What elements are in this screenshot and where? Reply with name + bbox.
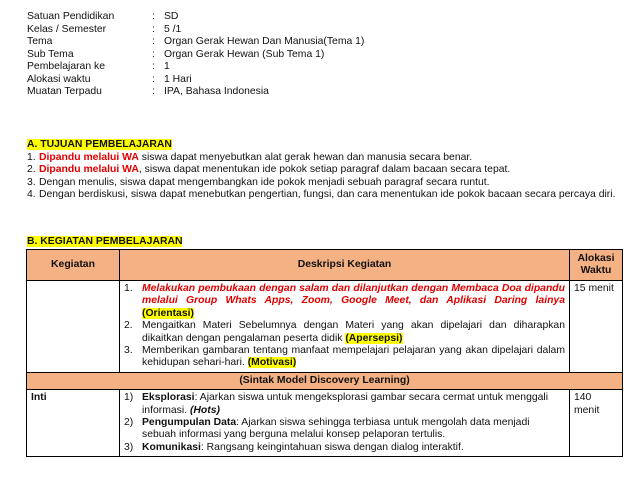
item-body: : Ajarkan siswa untuk mengeksplorasi gambar secara cermat untuk menggali informasi. — [142, 392, 549, 416]
item-body: : Ajarkan siswa sehingga terbiasa untuk mengolah data menjadi sebuah informasi yang berguna melalui konsep pelaporan tertulis. — [142, 417, 530, 441]
item-body: Dengan menulis, siswa dapat mengembangkan ide pokok menjadi sebuah paragraf secara runtut. — [39, 176, 490, 188]
list-item — [27, 189, 617, 201]
item-number: 1) — [124, 392, 134, 404]
red-emphasis: Dipandu melalui WA — [39, 152, 139, 163]
kegiatan-table — [26, 249, 623, 457]
list-item — [124, 283, 565, 320]
cell-deskripsi — [120, 281, 570, 373]
item-body: Memberikan gambaran tentang manfaat mempelajari pelajaran yang akan dipelajari dalam kehidupan sehari-hari. — [142, 345, 565, 369]
cell-kegiatan: Inti — [27, 390, 120, 457]
info-label: Satuan Pendidikan — [27, 11, 115, 22]
step-name: Eksplorasi — [142, 392, 195, 404]
info-colon: : — [152, 73, 155, 85]
item-number: 2. — [124, 320, 133, 332]
table-row-pendahuluan — [27, 281, 623, 373]
item-text — [39, 164, 510, 176]
info-label: Pembelajaran ke — [27, 61, 105, 72]
info-colon: : — [152, 86, 155, 97]
info-row — [27, 86, 364, 99]
cell-kegiatan — [27, 281, 120, 373]
table-header-row — [27, 250, 623, 281]
list-item — [124, 320, 565, 345]
item-text — [142, 345, 565, 370]
identity-block — [27, 11, 364, 99]
list-item — [27, 177, 617, 189]
step-tag: (Orientasi) — [142, 307, 194, 319]
info-label: Tema — [27, 36, 53, 47]
step-tag: (Apersepsi) — [345, 332, 403, 344]
section-a-heading — [27, 139, 172, 151]
header-kegiatan: Kegiatan — [27, 250, 120, 281]
item-text — [142, 320, 565, 345]
cell-waktu: 140 menit — [570, 390, 623, 457]
item-body: Dengan berdiskusi, siswa dapat menebutkan pengertian, fungsi, dan cara menentukan ide pokok bacaan secara percaya diri. — [39, 189, 616, 201]
info-row — [27, 36, 364, 49]
info-row — [27, 49, 364, 62]
info-value: IPA, Bahasa Indonesia — [164, 86, 269, 97]
info-value: Organ Gerak Hewan Dan Manusia(Tema 1) — [164, 36, 365, 47]
item-text — [142, 417, 565, 442]
info-colon: : — [152, 36, 155, 47]
info-colon: : — [152, 11, 155, 22]
list-item — [124, 442, 565, 454]
info-colon: : — [152, 23, 155, 35]
info-value: 5 /1 — [164, 23, 182, 35]
step-name: Pengumpulan Data — [142, 417, 237, 429]
sintak-label: (Sintak Model Discovery Learning) — [27, 372, 623, 389]
info-colon: : — [152, 48, 155, 60]
info-value: 1 Hari — [164, 73, 192, 85]
info-value: Organ Gerak Hewan (Sub Tema 1) — [164, 48, 325, 60]
info-value: 1 — [164, 61, 170, 72]
info-value: SD — [164, 11, 179, 22]
item-number: 3. — [124, 345, 133, 357]
item-number: 3) — [124, 441, 134, 453]
list-item — [27, 152, 617, 164]
list-item — [27, 164, 617, 176]
info-label: Alokasi waktu — [27, 73, 91, 85]
item-body: , siswa dapat menentukan ide pokok setiap paragraf dalam bacaan secara tepat. — [138, 164, 511, 176]
tujuan-list — [27, 152, 617, 202]
info-row — [27, 11, 364, 24]
cell-waktu: 15 menit — [570, 281, 623, 373]
item-number: 2. — [27, 164, 36, 176]
header-alokasi: Alokasi Waktu — [570, 250, 623, 281]
cell-deskripsi — [120, 390, 570, 457]
item-text — [142, 392, 565, 417]
info-label: Muatan Terpadu — [27, 86, 102, 97]
item-number: 1. — [124, 283, 133, 294]
info-label: Kelas / Semester — [27, 23, 107, 35]
info-row — [27, 74, 364, 87]
item-text — [39, 152, 472, 164]
item-text — [142, 442, 464, 454]
info-row — [27, 61, 364, 74]
item-body: siswa dapat menyebutkan alat gerak hewan dan manusia secara benar. — [138, 152, 473, 163]
list-item — [124, 392, 565, 417]
header-deskripsi: Deskripsi Kegiatan — [120, 250, 570, 281]
item-text — [142, 283, 565, 320]
item-body: Mengaitkan Materi Sebelumnya dengan Materi yang akan dipelajari dan diharapkan dikaitkan dengan pengalaman peserta didik — [142, 320, 565, 344]
item-number: 4. — [27, 189, 36, 201]
item-number: 2) — [124, 417, 134, 429]
info-colon: : — [152, 61, 155, 72]
list-item — [124, 417, 565, 442]
red-emphasis: Melakukan pembukaan dengan salam dan dilanjutkan dengan Membaca Doa dipandu melalui Group Whats Apps, Zoom, Google Meet, dan Aplikasi Daring lainya — [142, 283, 565, 307]
step-tag: (Motivasi) — [247, 357, 297, 369]
item-number: 1. — [27, 152, 36, 163]
item-body: : Rangsang keingintahuan siswa dengan dialog interaktif. — [200, 441, 464, 453]
table-row-inti — [27, 390, 623, 457]
info-label: Sub Tema — [27, 48, 74, 60]
list-item — [124, 345, 565, 370]
step-name: Komunikasi — [142, 441, 201, 453]
item-number: 3. — [27, 176, 36, 188]
red-emphasis: Dipandu melalui WA — [39, 164, 139, 176]
section-b-heading — [27, 236, 182, 248]
section-b-title: B. KEGIATAN PEMBELAJARAN — [27, 236, 183, 247]
section-a-title: A. TUJUAN PEMBELAJARAN — [27, 139, 172, 150]
info-row — [27, 24, 364, 37]
hots-tag: (Hots) — [189, 404, 220, 416]
sintak-row — [27, 372, 623, 389]
